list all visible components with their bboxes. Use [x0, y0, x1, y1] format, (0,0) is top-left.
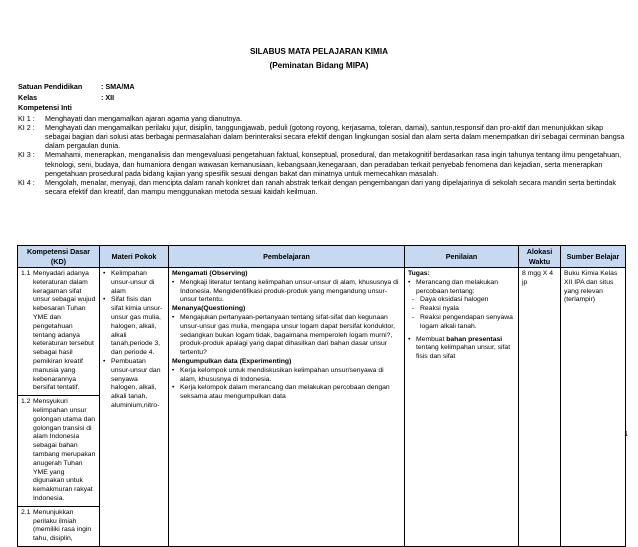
kd-item: [18, 396, 99, 507]
ki-item: [18, 114, 628, 123]
kelas-label: Kelas: [18, 92, 38, 102]
satuan-row: [18, 82, 628, 93]
ki-list: [18, 114, 628, 197]
mengumpulkan-heading: Mengumpulkan data (Experimenting): [172, 357, 292, 365]
kelas-value: : XII: [101, 92, 115, 102]
kd-text: Menunjukkan perilaku ilmiah (memiliki rasa ingin tahu, disiplin,: [33, 508, 92, 543]
ki-text: Memahami, menerapkan, menganalisis dan mengevaluasi pengetahuan faktual, konseptual, prosedural, dan metakognitif berdasarkan rasa ingin tahunya tentang ilmu pengetahuan, teknologi, seni, budaya, dan humaniora dengan wawasan kemanusiaan, kebangsaan,kenegaraan, dan peradaban terkait penyebab fenomena dan kejadian, serta menerapkan pengetahuan prosedural pada bidang kajian yang spesifik sesuai dengan bakat dan minatnya untuk memecahkan masalah.: [45, 150, 622, 178]
ki-item: [18, 178, 628, 196]
kd-item: [18, 268, 99, 396]
materi-item: [103, 270, 165, 296]
bullet-icon: •: [103, 357, 106, 365]
bullet-icon: •: [103, 296, 106, 304]
penilaian-subitem: [408, 314, 515, 332]
pembelajaran-text: Mengajukan pertanyaan-pertanyaan tentang sifat-sifat dan kegunaan unsur-unsur gas mulia, mengapa unsur logam dapat bersifat konduktor, sedangkan bukan logam tidak, bagaimana memperoleh logam murni?, produk-produk apalagi yang dapat dihasilkan dari bahan dasar unsur tertentu?: [180, 313, 395, 357]
kd-cell: [18, 268, 100, 547]
syllabus-table: [17, 245, 626, 547]
pembelajaran-item: [172, 367, 401, 385]
pembelajaran-item: [172, 279, 401, 305]
penilaian-subitem-text: Reaksi pengendapan senyawa logam alkali tanah.: [420, 313, 513, 330]
penilaian-item: [408, 279, 515, 297]
menanya-heading: Menanya(Questioning): [172, 305, 246, 313]
header-kd: Kompetensi Dasar (KD): [18, 246, 100, 268]
satuan-label: Satuan Pendidikan: [18, 82, 83, 91]
ki-text: Menghayati dan mengamalkan ajaran agama yang dianutnya.: [45, 113, 242, 123]
pembelajaran-text: Kerja kelompok untuk mendiskusikan kelimpahan unsur/senyawa di alam, khususnya di Indonesia.: [180, 366, 384, 383]
bullet-icon: •: [408, 278, 411, 286]
materi-text: Sifat fisis dan sifat kimia unsur-unsur gas mulia, halogen, alkali, alkali tanah,periode 3, dan periode 4.: [111, 296, 163, 357]
title-line-2: (Peminatan Bidang MIPA): [269, 61, 369, 70]
header-sumber: Sumber Belajar: [561, 246, 626, 268]
mengamati-heading: Mengamati (Observing): [172, 270, 248, 277]
dash-icon: -: [412, 305, 415, 313]
ki-number: KI 4 :: [18, 177, 35, 187]
pembelajaran-item: [172, 384, 401, 402]
membuat-bold: bahan presentasi: [446, 335, 503, 343]
kd-text: Menyadari adanya keteraturan dalam keragaman sifat unsur sebagai wujud kebesaran Tuhan YME dan pengetahuan tentang adanya keteraturan tersebut sebagai hasil pemikiran kreatif manusia yang kebenarannya bersifat tentatif.: [33, 270, 96, 392]
ki-item: [18, 123, 628, 151]
penilaian-subitem-text: Daya oksidasi halogen: [420, 296, 489, 304]
ki-item: [18, 150, 628, 178]
ki-text: Menghayati dan mengamalkan perilaku jujur, disiplin, tanggungjawab, peduli (gotong royong, kerjasama, toleran, damai), santun,responsif dan pro-aktif dan menunjukkan sikap sebagai bagian dari solusi atas berbagai permasalahan dalam berinteraksi secara efektif dengan lingkungan sosial dan alam serta dalam menempatkan diri sebagai cerminan bangsa dalam pergaulan dunia.: [45, 122, 625, 151]
materi-text: Pembuatan unsur-unsur dan senyawa halogen, alkali, alkali tanah, aluminium,nitro-: [111, 357, 161, 409]
bullet-icon: •: [408, 335, 411, 343]
header-pembelajaran: Pembelajaran: [169, 246, 405, 268]
header-materi: Materi Pokok: [100, 246, 169, 268]
table-header-row: [18, 246, 626, 268]
kd-number: 1.1: [21, 270, 31, 277]
pembelajaran-item: [172, 314, 401, 358]
materi-cell: [100, 268, 169, 547]
ki-number: KI 3 :: [18, 150, 35, 160]
bullet-icon: •: [172, 278, 175, 286]
dash-icon: -: [412, 313, 415, 321]
materi-item: [103, 358, 165, 411]
sumber-cell: Buku Kimia Kelas XII IPA dan situs yang relevan (terlampir): [561, 268, 626, 547]
ki-text: Mengolah, menalar, menyaji, dan mencipta dalam ranah konkret dan ranah abstrak terkait dengan pengembangan dari yang dipelajarinya di sekolah secara mandiri serta bertindak secara efektif dan kreatif, dan mampu menggunakan metoda sesuai kaidah keilmuan.: [45, 177, 616, 197]
alokasi-cell: 8 mgg X 4 jp: [519, 268, 561, 547]
pembelajaran-cell: [169, 268, 405, 547]
bullet-icon: •: [103, 270, 106, 277]
kd-item: [18, 507, 99, 546]
penilaian-text: Merancang dan melakukan percobaan tentang:: [416, 278, 498, 295]
kd-number: 1.2: [21, 398, 31, 406]
penilaian-cell: [405, 268, 519, 547]
membuat-post: tentang kelimpahan unsur, sifat fisis dan sifat: [416, 344, 511, 361]
penilaian-subitem: [408, 296, 515, 305]
kd-text: Mensyukuri kelimpahan unsur golongan utama dan golongan transisi di alam Indonesia sebagai bahan tambang merupakan anugerah Tuhan YME yang digunakan untuk kemakmuran rakyat Indonesia.: [33, 398, 96, 502]
satuan-value: : SMA/MA: [101, 82, 135, 91]
table-row: [18, 268, 626, 547]
materi-item: [103, 296, 165, 358]
header-alokasi: Alokasi Waktu: [519, 246, 561, 268]
ki-heading: Kompetensi Inti: [18, 103, 72, 112]
membuat-pre: Membuat: [416, 335, 447, 343]
identity-block: [18, 82, 628, 196]
bullet-icon: •: [172, 384, 175, 392]
penilaian-subitem-text: Reaksi nyala: [420, 305, 459, 313]
document-title: [0, 46, 638, 71]
header-penilaian: Penilaian: [405, 246, 519, 268]
title-line-1: SILABUS MATA PELAJARAN KIMIA: [249, 47, 389, 56]
pembelajaran-text: Kerja kelompok dalam merancang dan melakukan percobaan dengan seksama atau mengumpulkan data: [180, 384, 390, 401]
bullet-icon: •: [172, 313, 175, 321]
tugas-heading: Tugas:: [408, 270, 430, 277]
page-number: 1: [624, 431, 628, 438]
kd-number: 2.1: [21, 508, 31, 516]
pembelajaran-text: Mengkaji literatur tentang kelimpahan unsur-unsur di alam, khususnya di Indonesia. Mengidentifikasi produk-produk yang mengandung unsur-unsur tertentu.: [180, 278, 399, 304]
bullet-icon: •: [172, 366, 175, 374]
ki-number: KI 1 :: [18, 113, 35, 123]
ki-number: KI 2 :: [18, 122, 35, 132]
penilaian-subitem: [408, 305, 515, 314]
kelas-row: [18, 93, 628, 104]
materi-text: Kelimpahan unsur-unsur di alam: [111, 270, 155, 295]
penilaian-text: [416, 336, 515, 362]
penilaian-item: [408, 336, 515, 362]
dash-icon: -: [412, 296, 415, 304]
